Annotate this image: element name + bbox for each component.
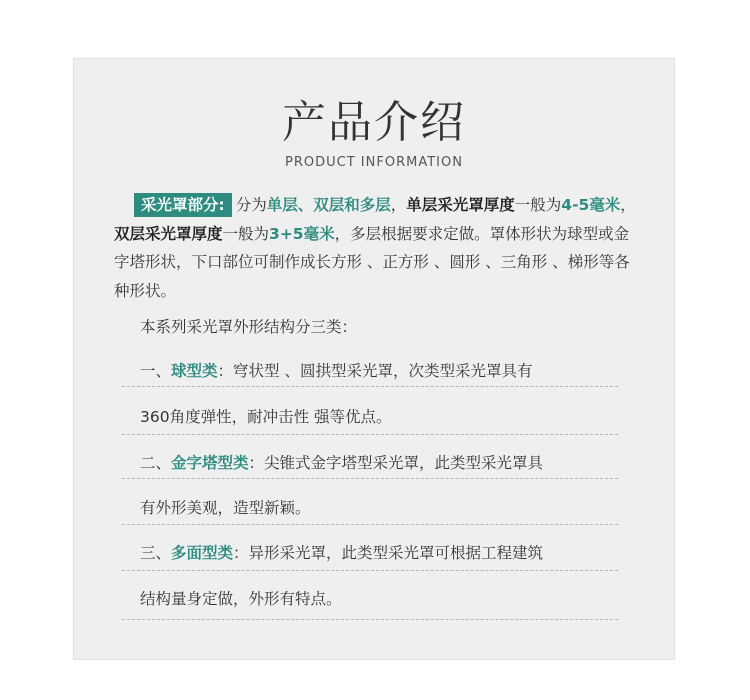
intro-text: 一般为 [222, 224, 270, 243]
intro-text: 分为 [235, 196, 267, 214]
list-item-continuation: 结构量身定做，外形有特点。 [140, 590, 342, 608]
list-item [140, 359, 532, 381]
bold-double-thickness: 双层采光罩厚度 [114, 224, 223, 243]
intro-text: ，多层根据要求定做。罩体形状为球型或金字塔形状，下口部位可制作成长方形 、正方形 、圆形 、三角形 、梯形等各种形状。 [114, 224, 630, 300]
dashed-divider [122, 524, 618, 525]
dashed-divider [122, 619, 618, 620]
highlight-layers: 单层、双层和多层 [266, 196, 391, 214]
item-prefix: 二、 [140, 454, 172, 472]
list-item [140, 451, 543, 473]
item-prefix: 三、 [140, 544, 172, 562]
highlight-double-value: 3+5毫米 [269, 224, 335, 243]
item-category: 多面型类 [171, 544, 234, 562]
dashed-divider [122, 386, 618, 387]
page-title: 产品介绍 [282, 97, 466, 148]
intro-text: ， [390, 196, 407, 214]
list-item-continuation: 有外形美观，造型新颖。 [140, 499, 311, 517]
intro-text: ， [620, 196, 636, 214]
dashed-divider [122, 570, 618, 571]
bold-single-thickness: 单层采光罩厚度 [406, 196, 515, 214]
intro-paragraph [114, 191, 644, 305]
section-tag: 采光罩部分: [134, 193, 232, 217]
item-text: ：尖锥式金字塔型采光罩，此类型采光罩具 [248, 454, 544, 472]
item-prefix: 一、 [140, 362, 172, 380]
item-category: 球型类 [171, 362, 218, 380]
intro-text: 一般为 [514, 196, 562, 214]
item-text: ：穹状型 、圆拱型采光罩，次类型采光罩具有 [217, 362, 533, 380]
dashed-divider [122, 434, 618, 435]
item-category: 金字塔型类 [171, 454, 249, 472]
item-text: ：异形采光罩，此类型采光罩可根据工程建筑 [233, 544, 544, 562]
product-info-panel [73, 58, 675, 660]
dashed-divider [122, 478, 618, 479]
page-subtitle: PRODUCT INFORMATION [285, 155, 463, 170]
list-item-continuation: 360角度弹性，耐冲击性 强等优点。 [140, 408, 392, 426]
highlight-single-value: 4-5毫米 [561, 196, 621, 214]
summary-line: 本系列采光罩外形结构分三类： [140, 318, 358, 336]
list-item [140, 541, 543, 563]
